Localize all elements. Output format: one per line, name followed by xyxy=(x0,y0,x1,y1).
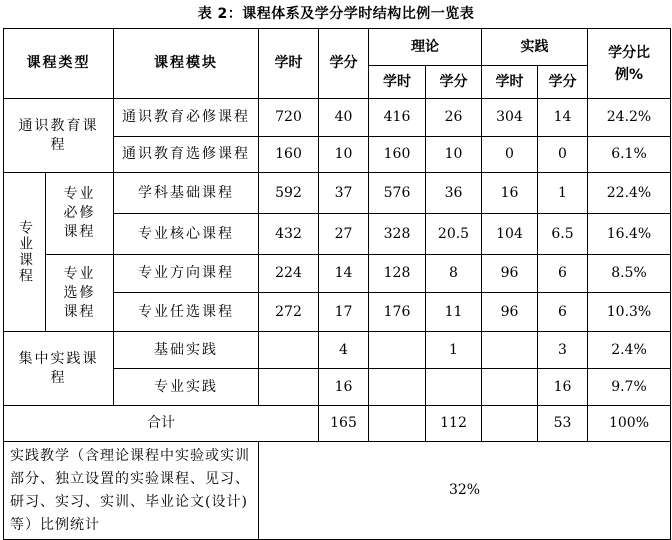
practice-ratio-value: 32% xyxy=(259,442,671,540)
practice-credits-cell: 6 xyxy=(538,293,588,332)
header-course-type: 课程类型 xyxy=(4,29,114,99)
ratio-cell: 24.2% xyxy=(588,99,671,137)
group-major-text: 专业课程 xyxy=(17,220,33,284)
group-concentrated-practice-text: 集中实践课程 xyxy=(18,350,99,386)
total-practice-credits: 53 xyxy=(538,406,588,442)
credits-cell: 4 xyxy=(319,332,369,369)
group-major-required xyxy=(46,173,114,255)
practice-credits-cell: 1 xyxy=(538,173,588,214)
ratio-cell: 9.7% xyxy=(588,369,671,406)
theory-hours-cell: 128 xyxy=(369,255,426,293)
practice-hours-cell: 104 xyxy=(482,214,538,255)
module-cell: 通识教育必修课程 xyxy=(114,99,259,137)
practice-hours-cell xyxy=(482,332,538,369)
theory-hours-cell: 416 xyxy=(369,99,426,137)
header-credit-ratio xyxy=(588,29,671,99)
theory-hours-cell: 160 xyxy=(369,137,426,173)
theory-hours-cell: 176 xyxy=(369,293,426,332)
theory-credits-cell: 20.5 xyxy=(426,214,482,255)
ratio-cell: 16.4% xyxy=(588,214,671,255)
total-label: 合计 xyxy=(4,406,319,442)
theory-credits-cell: 26 xyxy=(426,99,482,137)
credits-cell: 37 xyxy=(319,173,369,214)
module-cell: 学科基础课程 xyxy=(114,173,259,214)
practice-credits-cell: 16 xyxy=(538,369,588,406)
module-cell: 专业实践 xyxy=(114,369,259,406)
hours-cell: 272 xyxy=(259,293,319,332)
group-major xyxy=(4,173,46,332)
total-theory-credits: 112 xyxy=(426,406,482,442)
header-theory-hours: 学时 xyxy=(369,66,426,99)
practice-ratio-note: 实践教学（含理论课程中实验或实训部分、独立设置的实验课程、见习、研习、实习、实训、毕业论文(设计)等）比例统计 xyxy=(4,442,259,540)
total-theory-hours xyxy=(369,406,426,442)
module-cell: 基础实践 xyxy=(114,332,259,369)
practice-hours-cell: 96 xyxy=(482,293,538,332)
theory-credits-cell: 1 xyxy=(426,332,482,369)
ratio-cell: 10.3% xyxy=(588,293,671,332)
header-theory-credits: 学分 xyxy=(426,66,482,99)
header-practice-credits: 学分 xyxy=(538,66,588,99)
practice-hours-cell: 96 xyxy=(482,255,538,293)
ratio-cell: 8.5% xyxy=(588,255,671,293)
header-course-module: 课程模块 xyxy=(114,29,259,99)
practice-hours-cell: 16 xyxy=(482,173,538,214)
theory-hours-cell xyxy=(369,369,426,406)
theory-credits-cell xyxy=(426,369,482,406)
group-general-education xyxy=(4,99,114,173)
theory-hours-cell: 328 xyxy=(369,214,426,255)
hours-cell: 720 xyxy=(259,99,319,137)
practice-credits-cell: 14 xyxy=(538,99,588,137)
credits-cell: 10 xyxy=(319,137,369,173)
practice-hours-cell xyxy=(482,369,538,406)
theory-credits-cell: 8 xyxy=(426,255,482,293)
hours-cell: 160 xyxy=(259,137,319,173)
group-general-education-text: 通识教育课程 xyxy=(18,117,99,153)
table-caption: 表 2：课程体系及学分学时结构比例一览表 xyxy=(197,6,475,22)
module-cell: 专业核心课程 xyxy=(114,214,259,255)
curriculum-structure-table xyxy=(3,28,671,540)
credits-cell: 40 xyxy=(319,99,369,137)
hours-cell: 432 xyxy=(259,214,319,255)
header-practice: 实践 xyxy=(482,29,588,66)
practice-hours-cell: 304 xyxy=(482,99,538,137)
ratio-cell: 22.4% xyxy=(588,173,671,214)
ratio-cell: 2.4% xyxy=(588,332,671,369)
group-concentrated-practice xyxy=(4,332,114,406)
credits-cell: 14 xyxy=(319,255,369,293)
hours-cell xyxy=(259,332,319,369)
group-major-elective xyxy=(46,255,114,332)
credits-cell: 16 xyxy=(319,369,369,406)
header-practice-hours: 学时 xyxy=(482,66,538,99)
total-credits: 165 xyxy=(319,406,369,442)
header-hours: 学时 xyxy=(259,29,319,99)
hours-cell: 224 xyxy=(259,255,319,293)
hours-cell: 592 xyxy=(259,173,319,214)
practice-credits-cell: 6.5 xyxy=(538,214,588,255)
theory-credits-cell: 36 xyxy=(426,173,482,214)
credits-cell: 27 xyxy=(319,214,369,255)
theory-hours-cell xyxy=(369,332,426,369)
practice-credits-cell: 3 xyxy=(538,332,588,369)
group-major-elective-text: 专业选修课程 xyxy=(63,265,96,320)
hours-cell xyxy=(259,369,319,406)
credits-cell: 17 xyxy=(319,293,369,332)
ratio-cell: 6.1% xyxy=(588,137,671,173)
practice-hours-cell: 0 xyxy=(482,137,538,173)
header-theory: 理论 xyxy=(369,29,482,66)
module-cell: 专业方向课程 xyxy=(114,255,259,293)
practice-credits-cell: 6 xyxy=(538,255,588,293)
theory-credits-cell: 11 xyxy=(426,293,482,332)
theory-credits-cell: 10 xyxy=(426,137,482,173)
module-cell: 通识教育选修课程 xyxy=(114,137,259,173)
header-credits: 学分 xyxy=(319,29,369,99)
total-ratio: 100% xyxy=(588,406,671,442)
group-major-required-text: 专业必修课程 xyxy=(63,186,96,240)
practice-credits-cell: 0 xyxy=(538,137,588,173)
module-cell: 专业任选课程 xyxy=(114,293,259,332)
theory-hours-cell: 576 xyxy=(369,173,426,214)
total-practice-hours xyxy=(482,406,538,442)
header-credit-ratio-text: 学分比例% xyxy=(608,44,650,83)
